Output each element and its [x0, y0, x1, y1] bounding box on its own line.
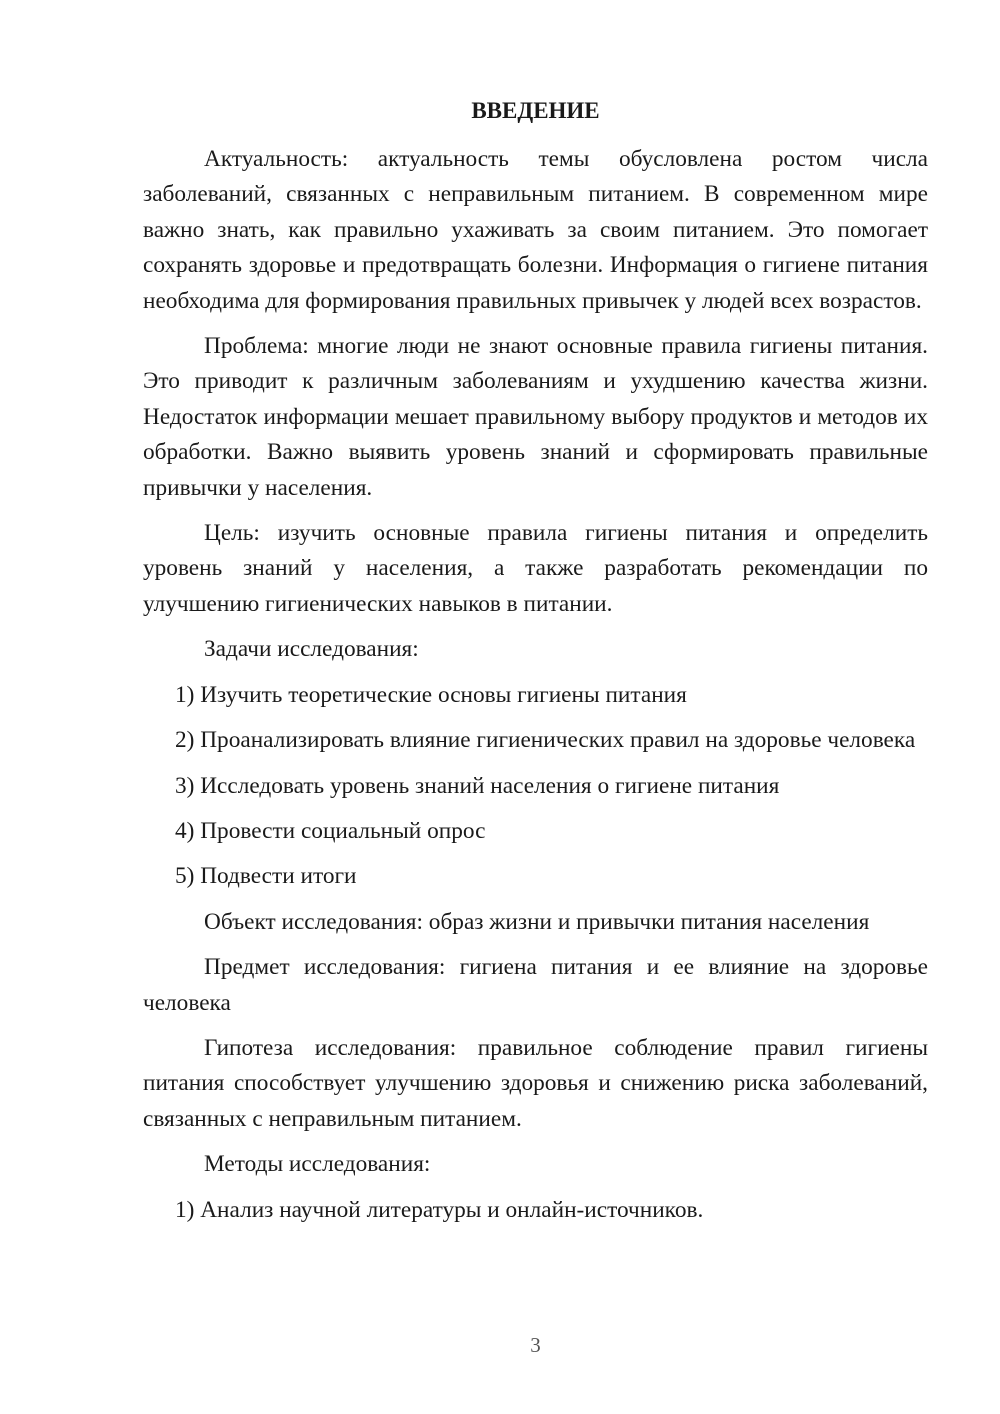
task-item: 4) Провести социальный опрос	[175, 817, 486, 844]
document-page	[143, 0, 928, 1414]
tasks-heading: Задачи исследования:	[204, 636, 419, 663]
page-number: 3	[530, 1333, 541, 1357]
methods-heading: Методы исследования:	[204, 1151, 431, 1178]
problem-paragraph: Проблема: многие люди не знают основные правила гигиены питания. Это приводит к различным заболеваниям и ухудшению качества жизни. Недостаток информации мешает правильному выбору продуктов и методов их обработки. Важно выявить уровень знаний и сформировать правильные привычки у населения.	[143, 333, 928, 501]
hypothesis-paragraph: Гипотеза исследования: правильное соблюдение правил гигиены питания способствует улучшению здоровья и снижению риска заболеваний, связанных с неправильным питанием.	[143, 1034, 928, 1132]
object-paragraph: Объект исследования: образ жизни и привычки питания населения	[204, 908, 870, 935]
subject-paragraph: Предмет исследования: гигиена питания и ее влияние на здоровье человека	[143, 954, 928, 1016]
relevance-paragraph: Актуальность: актуальность темы обусловлена ростом числа заболеваний, связанных с неправильным питанием. В современном мире важно знать, как правильно ухаживать за своим питанием. Это помогает сохранять здоровье и предотвращать болезни. Информация о гигиене питания необходима для формирования правильных привычек у людей всех возрастов.	[143, 146, 928, 314]
task-item: 3) Исследовать уровень знаний населения о гигиене питания	[175, 772, 780, 799]
document-body	[143, 142, 928, 1238]
task-item: 5) Подвести итоги	[175, 863, 357, 890]
task-item: 2) Проанализировать влияние гигиенических правил на здоровье человека	[175, 727, 916, 754]
task-item: 1) Изучить теоретические основы гигиены питания	[175, 681, 687, 708]
method-item: 1) Анализ научной литературы и онлайн-источников.	[175, 1196, 704, 1223]
page-title: ВВЕДЕНИЕ	[471, 98, 600, 123]
goal-paragraph: Цель: изучить основные правила гигиены питания и определить уровень знаний у населения, а также разработать рекомендации по улучшению гигиенических навыков в питании.	[143, 520, 928, 617]
